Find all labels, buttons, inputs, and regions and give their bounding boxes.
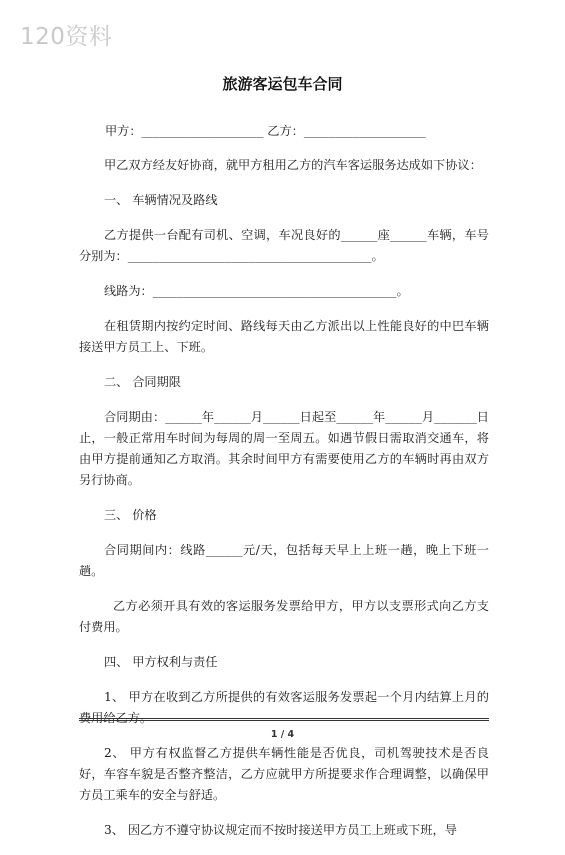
paragraph-route: 线路为：________________________________________。 [104,284,409,298]
party-line: 甲方：____________________ 乙方：____________________ [105,124,426,138]
document-title: 旅游客运包车合同 [222,75,343,93]
section-heading-term: 二、 合同期限 [104,375,181,389]
paragraph-schedule: 在租赁期内按约定时间、路线每天由乙方派出以上性能良好的中巴车辆接送甲方员工上、下班。 [79,319,489,354]
paragraph-invoice: 乙方必须开具有效的客运服务发票给甲方，甲方以支票形式向乙方支付费用。 [79,599,489,634]
paragraph-term: 合同期由：______年______月______日起至______年______月_______日止，一般正常用车时间为每周的周一至周五。如遇节假日需取消交通车，将由甲方提前通知乙方取消。其余时间甲方有需要使用乙方的车辆时再由双方另行协商。 [79,410,489,487]
section-heading-rights: 四、 甲方权利与责任 [104,655,218,669]
section-heading-price: 三、 价格 [104,508,157,522]
section-heading-vehicle: 一、 车辆情况及路线 [104,193,218,207]
paragraph-right-2: 2、 甲方有权监督乙方提供车辆性能是否优良，司机驾驶技术是否良好，车容车貌是否整齐整洁，乙方应就甲方所提要求作合理调整，以确保甲方员工乘车的安全与舒适。 [79,746,489,802]
paragraph-price: 合同期间内：线路______元/天，包括每天早上上班一趟，晚上下班一趟。 [79,543,489,578]
page-number: 1 / 4 [270,729,295,740]
paragraph-right-3: 3、 因乙方不遵守协议规定而不按时接送甲方员工上班或下班，导 [104,823,457,837]
paragraph-vehicle: 乙方提供一台配有司机、空调，车况良好的______座______车辆，车号分别为：________________________________________。 [79,228,489,263]
paragraph-intro: 甲乙双方经友好协商，就甲方租用乙方的汽车客运服务达成如下协议： [104,158,482,172]
paragraph-right-1: 1、 甲方在收到乙方所提供的有效客运服务发票起一个月内结算上月的费用给乙方。 [79,690,489,725]
document-body [79,121,489,855]
watermark: 120资料 [20,24,113,50]
footer-rule [79,718,489,721]
